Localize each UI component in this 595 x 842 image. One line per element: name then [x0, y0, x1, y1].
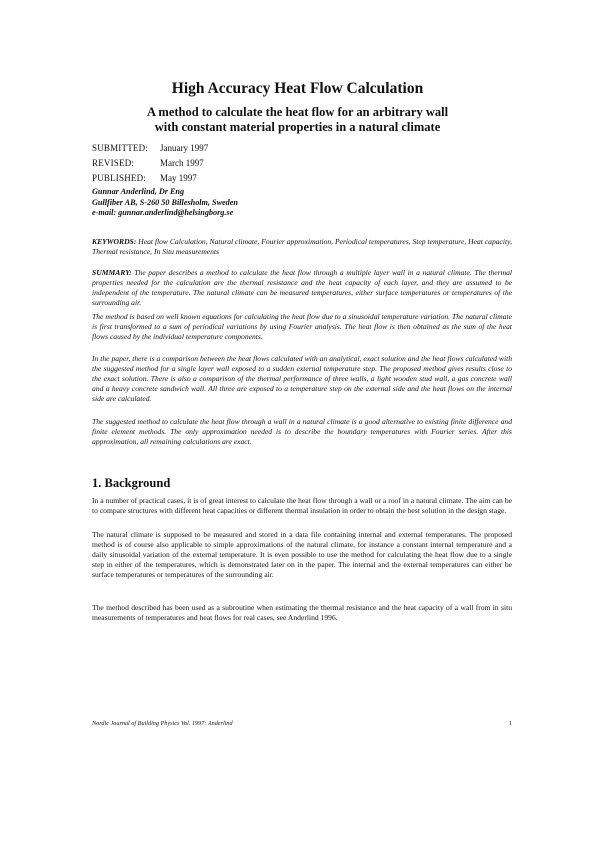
date-label: SUBMITTED: — [92, 143, 148, 153]
body-paragraph: In a number of practical cases, it is of great interest to calculate the heat flow through a wall or a roof in a natural climate. The aim can be to compare structures with different heat capacities or different thermal insulation in order to obtain the best solution in the design stage. — [92, 496, 512, 515]
paper-subtitle — [60, 105, 535, 135]
page-number: 1 — [508, 720, 512, 727]
summary-paragraph — [92, 268, 512, 308]
summary-label: SUMMARY: — [92, 268, 132, 277]
summary-text: The paper describes a method to calculate the heat flow through a multiple layer wall in a natural climate. The thermal properties needed for the calculation are the thermal resistance and the heat capacity of each layer, and they are assumed to be independent of the temperature. The natural climate can be measured temperatures, either surface temperatures or temperatures of the surrounding air. — [92, 268, 512, 307]
subtitle-line-2: with constant material properties in a natural climate — [154, 120, 441, 134]
body-paragraph: The method described has been used as a subroutine when estimating the thermal resistance and the heat capacity of a wall from in situ measurements of temperatures and heat flows for real cases, see Anderlind 1996. — [92, 603, 512, 622]
date-row-revised — [92, 156, 208, 171]
paper-title: High Accuracy Heat Flow Calculation — [171, 80, 424, 97]
date-label: REVISED: — [92, 158, 135, 168]
keywords-paragraph — [92, 237, 512, 257]
keywords-label: KEYWORDS: — [92, 237, 137, 246]
abstract-paragraph: The suggested method to calculate the heat flow through a wall in a natural climate is a good alternative to existing finite difference and finite element methods. The only approximation needed is to describe the boundary temperatures with Fourier series. After this approximation, all remaining calculations are exact. — [92, 417, 512, 446]
page-footer — [92, 720, 512, 728]
abstract-paragraph: In the paper, there is a comparison between the heat flows calculated with an analytical, exact solution and the heat flows calculated with the suggested method for a single layer wall exposed to a sudden external temperature step. The proposed method gives results close to the exact solution. There is also a comparison of the thermal performance of three walls, a light wooden stud wall, a gas concrete wall and a heavy concrete sandwich wall. All three are exposed to a temperature step on the external side and the heat flows on the internal side are calculated. — [92, 354, 512, 403]
date-label: PUBLISHED: — [92, 173, 147, 183]
subtitle-line-1: A method to calculate the heat flow for an arbitrary wall — [146, 105, 449, 119]
section-heading: 1. Background — [92, 476, 171, 490]
abstract-paragraph: The method is based on well known equations for calculating the heat flow due to a sinusoidal temperature variation. The natural climate is first transformed to a sum of periodical variations by using Fourier analysis. The heat flow is then obtained as the sum of the heat flows caused by the individual temperature components. — [92, 312, 512, 341]
date-value: May 1997 — [160, 173, 197, 183]
author-email: e-mail: gunnar.anderlind@helsingborg.se — [92, 208, 234, 217]
footer-source: Nordic Journal of Building Physics Vol. 1997: Anderlind — [92, 720, 233, 727]
author-affiliation: Gullfiber AB, S-260 50 Billesholm, Sweden — [92, 197, 238, 207]
author-name: Gunnar Anderlind, Dr Eng — [92, 187, 185, 196]
publication-dates — [92, 141, 208, 186]
date-value: January 1997 — [160, 143, 209, 153]
date-value: March 1997 — [160, 158, 204, 168]
author-block — [92, 187, 238, 219]
body-paragraph: The natural climate is supposed to be measured and stored in a data file containing internal and external temperatures. The proposed method is of course also applicable to simple approximations of the natural climate, for instance a constant internal temperature and a daily sinusoidal variation of the external temperature. It is even possible to use the method for calculating the heat flow due to a single step in either of the temperatures, which is demonstrated later on in the paper. The internal and the external temperatures can either be surface temperatures or temperatures of the surrounding air. — [92, 530, 512, 579]
date-row-published — [92, 171, 208, 186]
keywords-text: Heat flow Calculation, Natural climate, Fourier approximation, Periodical temperatures, Step temperature, Heat capacity, Thermal resistance, In Situ measurements — [92, 237, 512, 256]
date-row-submitted — [92, 141, 208, 156]
